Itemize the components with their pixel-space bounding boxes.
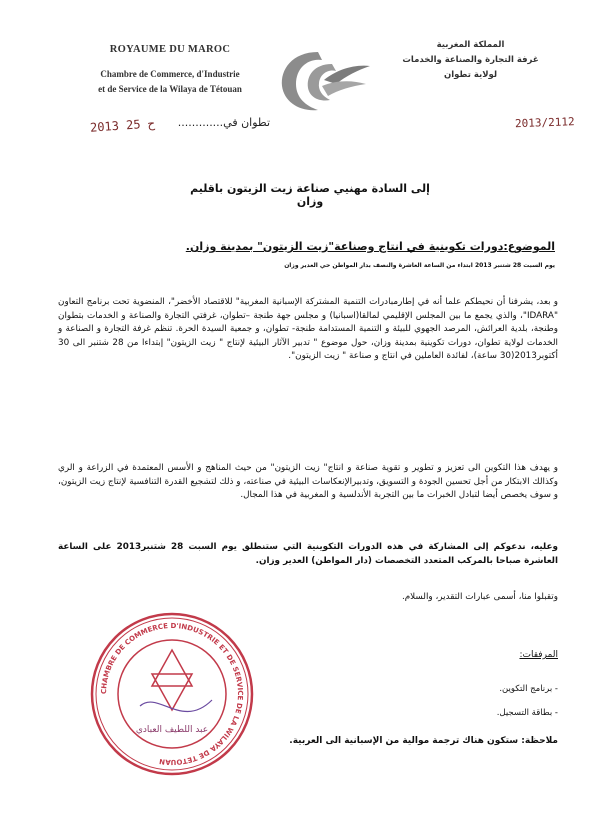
stamp-ring-text: CHAMBRE DE COMMERCE D'INDUSTRIE ET DE SERVICE DE LA WILAYA DE TETOUAN	[99, 621, 245, 767]
kingdom-fr: ROYAUME DU MAROC	[109, 44, 231, 55]
kingdom-ar: المملكة المغربية	[436, 40, 505, 50]
note-line: ملاحظة: ستكون هناك ترجمة موالية من الإسبانية الى العربية.	[289, 736, 558, 746]
attachment-item: - بطاقة التسجيل.	[496, 708, 558, 718]
body-paragraph-2: و يهدف هذا التكوين الى تعزيز و تطوير و تقوية صناعة و انتاج" زيت الزيتون" من حيث المناهج و الأسس المعتمدة في الزراعة و الري وكذالك الابتكار من أجل تحسين الجودة و التسويق، وتدبيرالإنعكاسات البيئية في صناعته، و ذلك لتشجيع القدرة التنافسية لإنتاج زيت الزيتون، و سوف يخصص أيضا لتبادل الخبرات ما بين التجربة الأندلسية و المغربية في هذا المجال.	[58, 463, 558, 500]
subject-line: الموضوع:دورات تكوينية في انتاج وصناعة"زيت الزيتون" بمدينة وزان.	[185, 240, 555, 253]
chamber-fr-line2: et de Service de la Wilaya de Tétouan	[98, 84, 242, 94]
handwritten-reference: 2013/2112	[514, 115, 575, 131]
body-paragraph-3: وعليه، ندعوكم إلى المشاركة في هذه الدورات التكوينية التي ستنطلق يوم السبت 28 شتنبر2013 على الساعة العاشرة صباحا بالمركب المتعدد التخصصات (دار المواطن) العدير وزان.	[58, 542, 558, 566]
official-stamp	[88, 610, 256, 778]
chamber-fr-line1: Chambre de Commerce, d'Industrie	[100, 69, 240, 79]
place-date-line: تطوان في.............	[177, 116, 270, 129]
subject-detail: يوم السبت 28 شتنبر 2013 ابتداء من الساعة العاشرة والنصف بدار المواطن حي العدير وزان	[284, 262, 555, 269]
ccis-logo-icon	[270, 40, 375, 120]
attachments-title: المرفقات:	[519, 650, 558, 660]
french-letterhead	[70, 44, 270, 97]
chamber-ar-line2: لولاية تطوان	[443, 70, 498, 80]
closing-line: وتقبلوا منا، أسمى عبارات التقدير، والسلام.	[401, 592, 558, 602]
chamber-ar-line1: غرفة التجارة والصناعة والخدمات	[402, 55, 539, 65]
attachment-item: - برنامج التكوين.	[499, 684, 558, 694]
arabic-letterhead	[388, 38, 553, 83]
addressee: إلى السادة مهنيي صناعة زيت الزيتون باقليم وزان	[190, 182, 430, 208]
svg-text:CHAMBRE DE COMMERCE D'INDUSTRI	[100, 622, 244, 766]
body-paragraph-1: و بعد، يشرفنا أن نحيطكم علما أنه في إطارمبادرات التنمية المشتركة الإسبانية المغربية" للاقتصاد الأخضر"، المنضوية تحت برنامج التعاون "IDARA"، والذي يجمع ما بين المجلس الإقليمي لمالقا(اسبانيا) و مجلس جهة طنجة –تطوان، غرفتي التجارة والصناعة و الخدمات بتطوان وطنجة، بلدية العرائش، المرصد الجهوي للبيئة و التنمية المستدامة طنجة- تطوان، و جمعية السيدة الحرة. تنظم غرفة التجارة و الصناعة و الخدمات لولاية تطوان، دورات تكوينية بمدينة وزان، حول موضوع " تدبير الآثار البيئية لإنتاج " زيت الزيتون" إبتداءا من 28 شتنبر الى 30 أكتوبر2013(30 ساعة)، لفائدة العاملين في انتاج و صناعة " زيت الزيتون".	[58, 297, 558, 361]
handwritten-date: 2013 ح 25	[89, 116, 156, 135]
stamp-signature: عبد اللطيف العبادي	[135, 725, 209, 735]
